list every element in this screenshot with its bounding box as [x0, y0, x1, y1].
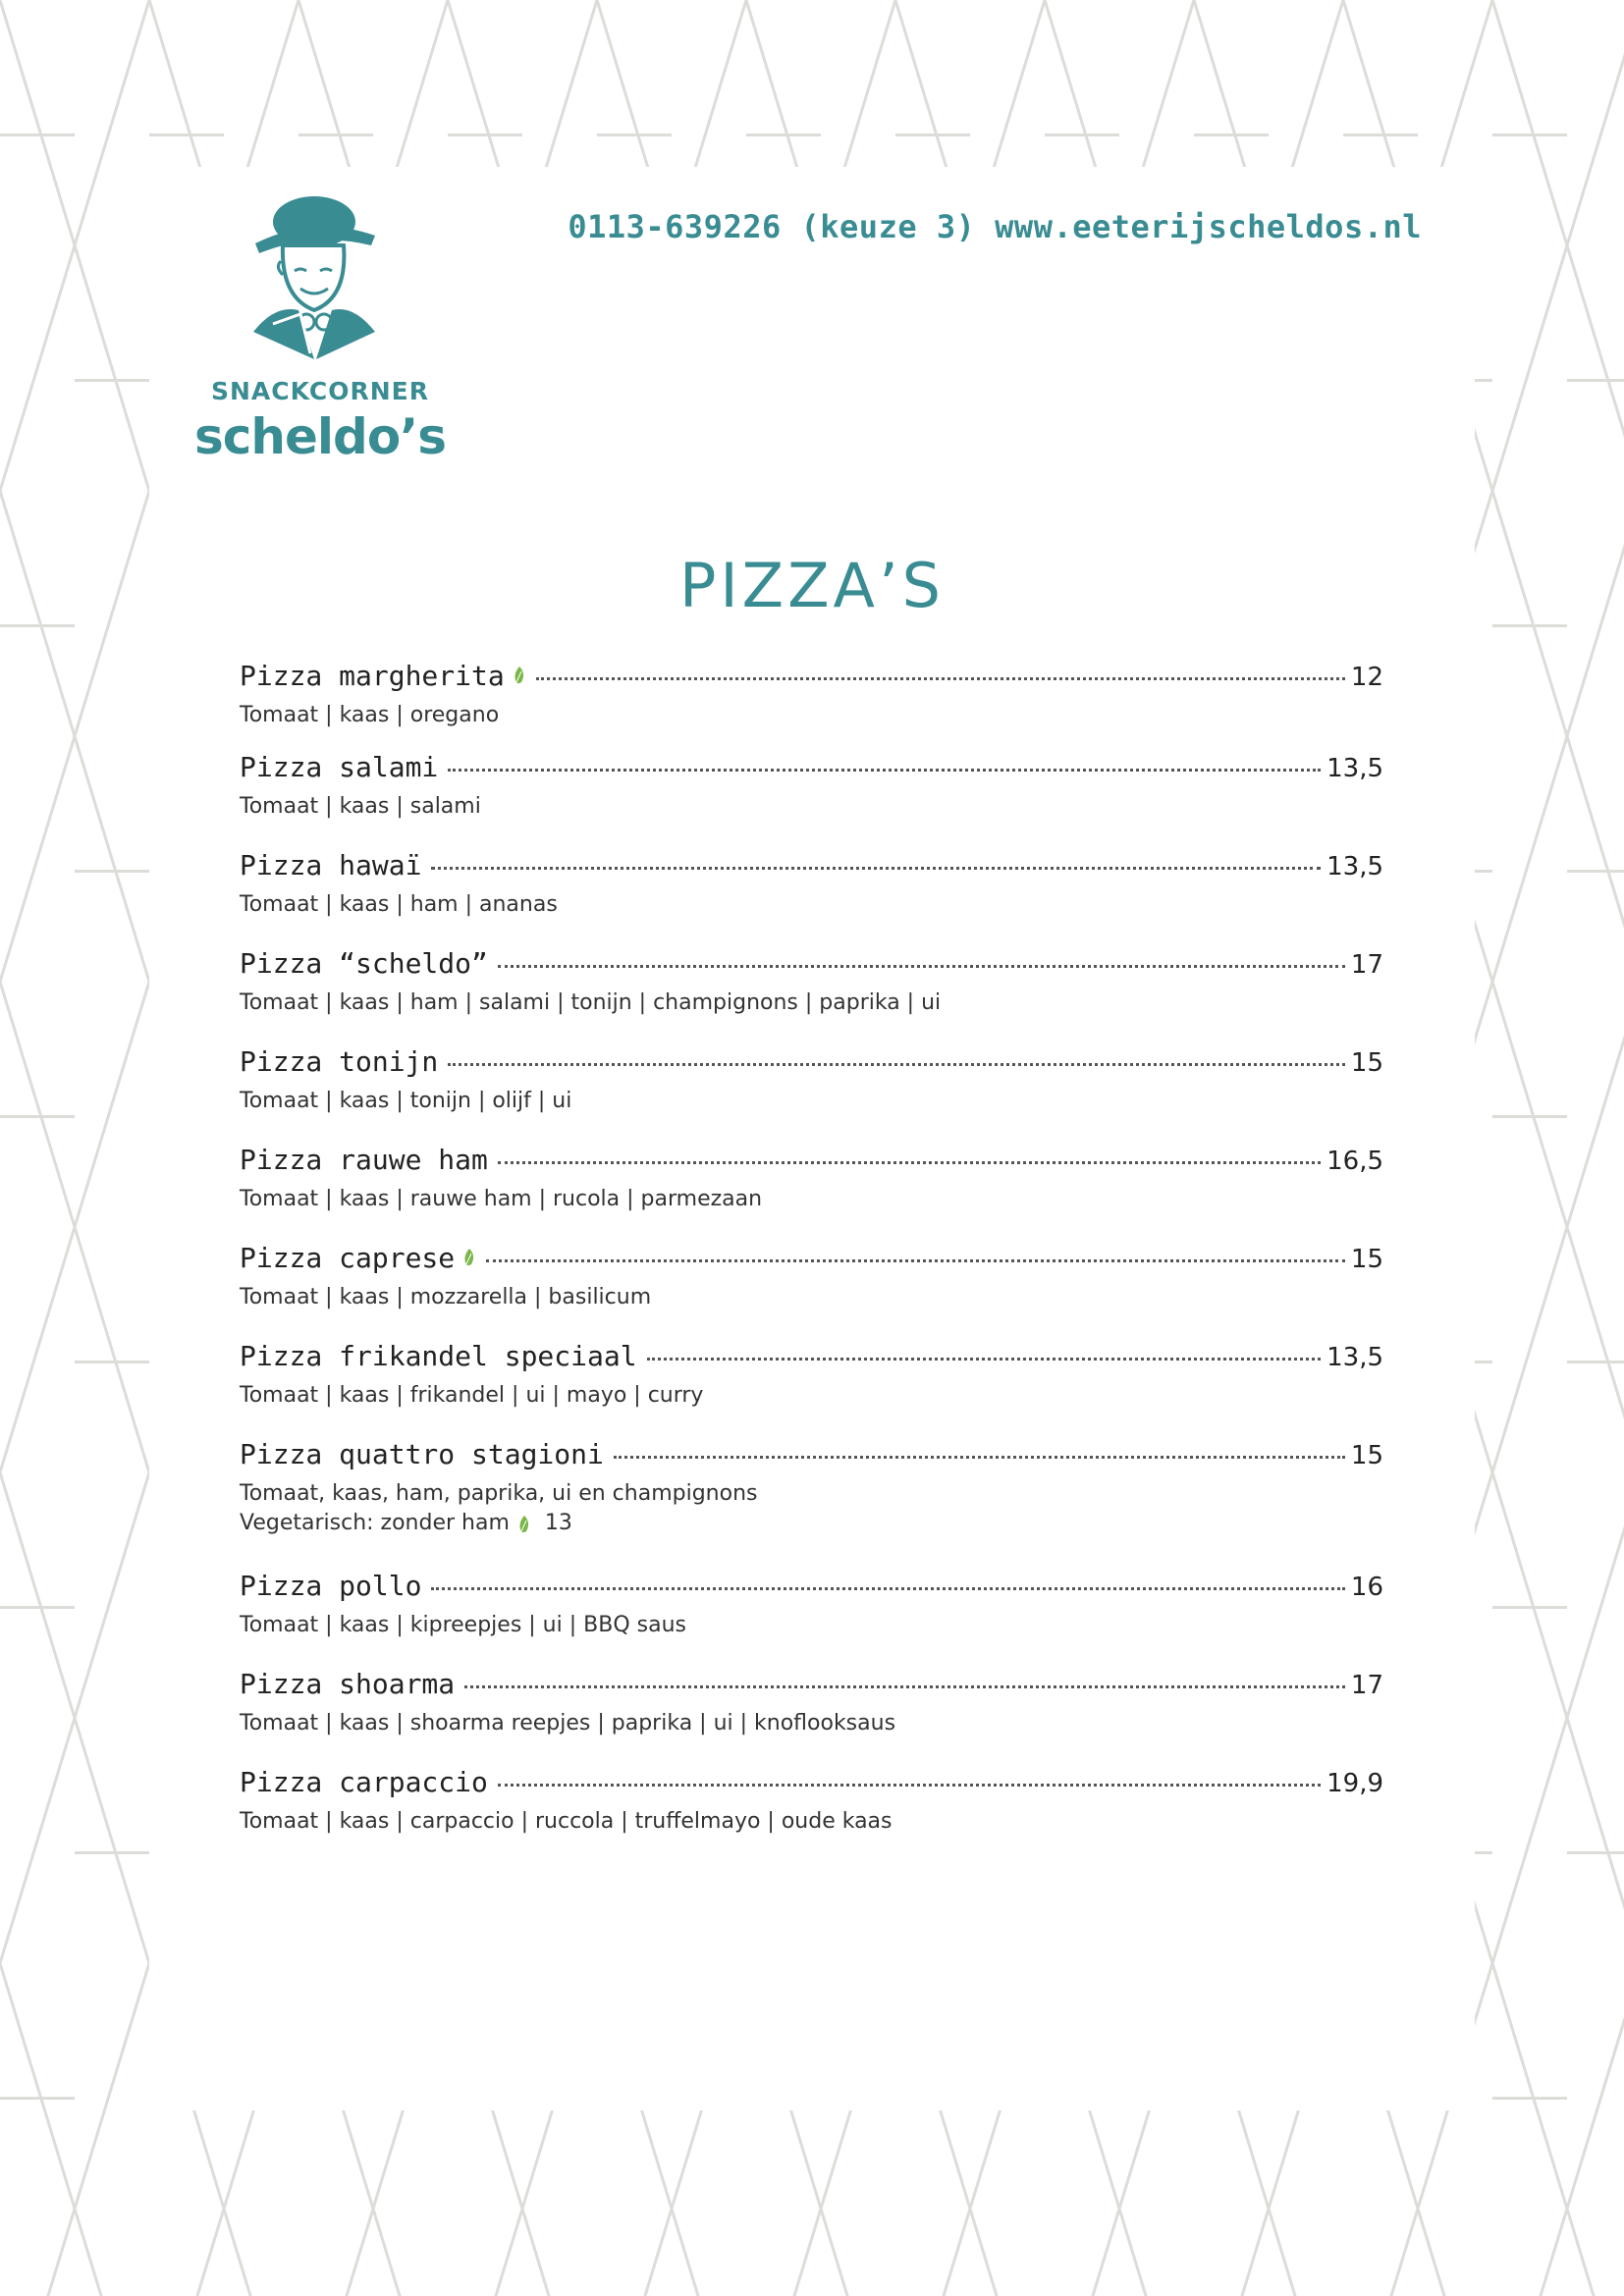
menu-item: [240, 1144, 1383, 1214]
menu-item-line: [240, 1242, 1383, 1283]
vegetarian-variant: [240, 1509, 1383, 1538]
menu-item-name: Pizza salami: [240, 751, 439, 783]
menu-item-price: 15: [1350, 1048, 1383, 1078]
dot-leader: [498, 1161, 1321, 1164]
menu-item-price: 16,5: [1326, 1147, 1383, 1176]
brand-subtitle: SNACKCORNER: [211, 377, 429, 405]
dot-leader: [431, 867, 1321, 870]
menu-item-name: Pizza quattro stagioni: [240, 1438, 604, 1470]
menu-item-name: Pizza rauwe ham: [240, 1144, 488, 1176]
page-title: PIZZA’S: [678, 550, 946, 621]
menu-item: [240, 1570, 1383, 1640]
menu-item: [240, 660, 1383, 730]
menu-item-line: [240, 751, 1383, 792]
menu-item-description: Tomaat | kaas | tonijn | olijf | ui: [240, 1089, 572, 1113]
menu-item-description: Tomaat | kaas | ham | ananas: [240, 892, 558, 917]
menu-item-price: 15: [1350, 1245, 1383, 1274]
logo: [192, 194, 448, 469]
dot-leader: [448, 769, 1321, 772]
menu-item-line: [240, 1766, 1383, 1807]
contact-info[interactable]: 0113-639226 (keuze 3) www.eeterijscheldos.nl: [568, 208, 1422, 245]
menu-item-name: Pizza “scheldo”: [240, 947, 488, 980]
dot-leader: [614, 1456, 1345, 1459]
menu-item-description: Tomaat | kaas | kipreepjes | ui | BBQ saus: [240, 1613, 686, 1637]
menu-item: [240, 1340, 1383, 1411]
menu-item: [240, 1438, 1383, 1538]
brand-name: scheldo’s: [194, 408, 446, 465]
menu-item-line: [240, 1340, 1383, 1381]
menu-item-line: [240, 849, 1383, 890]
menu-item: [240, 1668, 1383, 1738]
vegetarian-leaf-icon: [513, 666, 526, 685]
vegetarian-leaf-icon: [517, 1514, 531, 1533]
dot-leader: [431, 1587, 1344, 1590]
menu-item-line: [240, 1045, 1383, 1087]
menu-item-line: [240, 1570, 1383, 1611]
menu-item-name: Pizza margherita: [240, 660, 505, 692]
menu-item-line: [240, 1144, 1383, 1185]
dot-leader: [498, 1784, 1321, 1787]
menu-item-name: Pizza frikandel speciaal: [240, 1340, 637, 1372]
menu-item-description: Tomaat | kaas | rauwe ham | rucola | parmezaan: [240, 1187, 763, 1211]
menu-item-line: [240, 660, 1383, 701]
menu-item-price: 12: [1350, 663, 1383, 692]
menu-item-name: Pizza shoarma: [240, 1668, 456, 1700]
variant-label: Vegetarisch: zonder ham: [240, 1511, 510, 1535]
menu-item-price: 17: [1350, 1671, 1383, 1700]
menu-item-description: Tomaat | kaas | carpaccio | ruccola | truffelmayo | oude kaas: [240, 1809, 893, 1834]
menu-item-line: [240, 1668, 1383, 1709]
variant-price: 13: [544, 1511, 572, 1535]
menu-item-description: Tomaat | kaas | mozzarella | basilicum: [240, 1285, 652, 1309]
menu-item-description: Tomaat | kaas | ham | salami | tonijn | champignons | paprika | ui: [240, 990, 942, 1015]
menu-item: [240, 947, 1383, 1018]
dot-leader: [448, 1063, 1345, 1066]
menu-item-price: 13,5: [1326, 852, 1383, 881]
menu-item-line: [240, 947, 1383, 988]
menu-item: [240, 1242, 1383, 1312]
mascot-logo-icon: [245, 194, 393, 371]
menu-item-line: [240, 1438, 1383, 1479]
dot-leader: [464, 1685, 1345, 1688]
menu-item-description: Tomaat | kaas | shoarma reepjes | paprika | ui | knoflooksaus: [240, 1711, 896, 1735]
menu-item-name: Pizza caprese: [240, 1242, 456, 1274]
menu-item-price: 19,9: [1326, 1769, 1383, 1798]
dot-leader: [536, 677, 1345, 680]
menu-item-description: Tomaat | kaas | frikandel | ui | mayo | curry: [240, 1383, 704, 1408]
menu-item-price: 15: [1350, 1441, 1383, 1470]
dot-leader: [647, 1358, 1322, 1361]
menu-item-name: Pizza hawaï: [240, 849, 422, 881]
menu-item-price: 17: [1350, 950, 1383, 980]
menu-item-description: Tomaat | kaas | oregano: [240, 703, 500, 727]
dot-leader: [498, 965, 1345, 968]
menu-item-price: 13,5: [1326, 754, 1383, 783]
menu-item: [240, 1045, 1383, 1116]
menu-item-description: Tomaat | kaas | salami: [240, 794, 481, 819]
vegetarian-leaf-icon: [462, 1248, 476, 1267]
menu-item-name: Pizza pollo: [240, 1570, 422, 1602]
menu-item-name: Pizza carpaccio: [240, 1766, 488, 1798]
menu-item-price: 16: [1350, 1573, 1383, 1602]
menu-item-name: Pizza tonijn: [240, 1045, 439, 1078]
dot-leader: [486, 1259, 1345, 1262]
menu-item: [240, 751, 1383, 822]
menu-item-price: 13,5: [1326, 1343, 1383, 1372]
menu-item-description: Tomaat, kaas, ham, paprika, ui en champignons: [240, 1481, 758, 1506]
menu-item: [240, 849, 1383, 920]
menu-item: [240, 1766, 1383, 1837]
